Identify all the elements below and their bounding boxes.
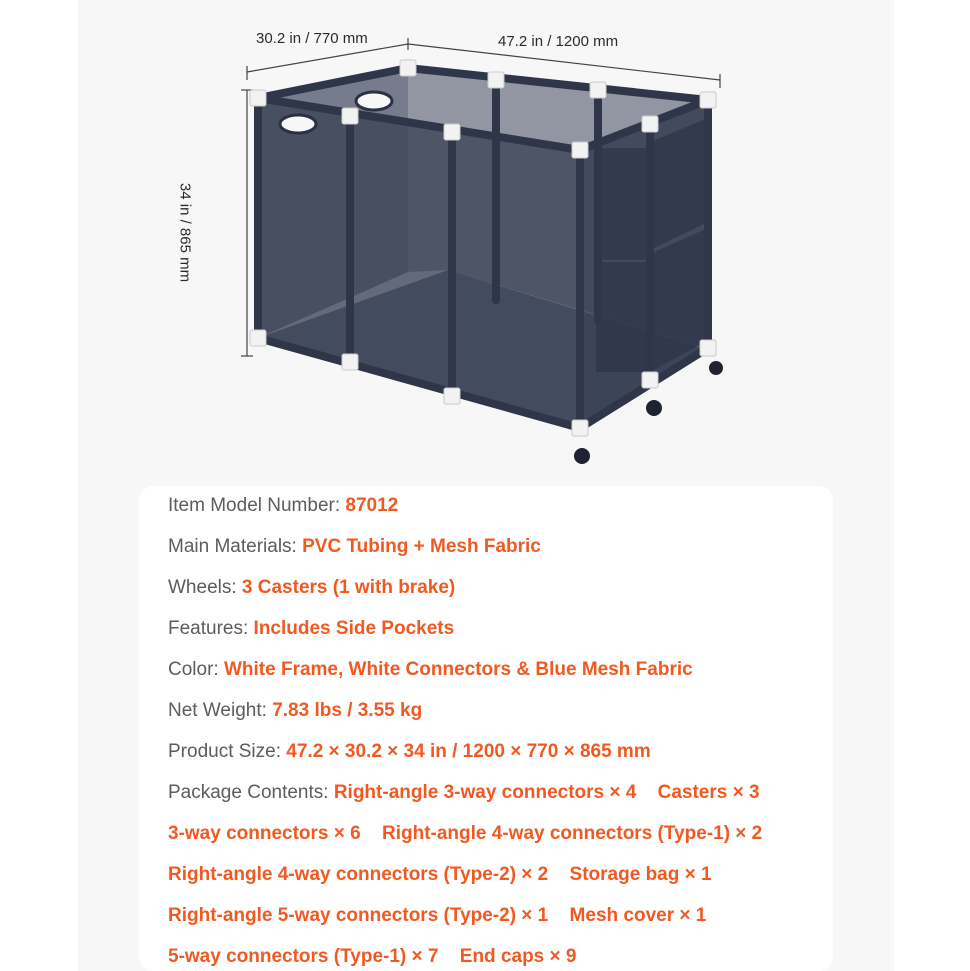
pool-storage-bin-illustration bbox=[0, 0, 970, 480]
package-item: 5-way connectors (Type-1) × 7 bbox=[168, 946, 439, 967]
spec-value: 47.2 × 30.2 × 34 in / 1200 × 770 × 865 mm bbox=[286, 741, 651, 762]
width-dimension-label: 30.2 in / 770 mm bbox=[256, 30, 368, 47]
package-item: Right-angle 3-way connectors × 4 bbox=[333, 782, 637, 803]
spec-package bbox=[168, 781, 760, 805]
package-item: Storage bag × 1 bbox=[569, 864, 712, 885]
spec-label: Net Weight: bbox=[168, 700, 267, 721]
package-row bbox=[168, 822, 762, 846]
spec-value: 87012 bbox=[345, 495, 399, 516]
package-item: End caps × 9 bbox=[459, 946, 577, 967]
spec-value: 3 Casters (1 with brake) bbox=[241, 577, 456, 598]
spec-value: Includes Side Pockets bbox=[253, 618, 455, 639]
spec-value: 7.83 lbs / 3.55 kg bbox=[272, 700, 423, 721]
package-item: Casters × 3 bbox=[657, 782, 760, 803]
spec-label: Item Model Number: bbox=[168, 495, 341, 516]
spec-label: Product Size: bbox=[168, 741, 281, 762]
spec-label: Package Contents: bbox=[168, 782, 329, 803]
package-row bbox=[168, 904, 706, 928]
spec-features bbox=[168, 617, 454, 641]
front-mesh bbox=[258, 98, 580, 428]
package-item: Right-angle 4-way connectors (Type-2) × 2 bbox=[168, 864, 549, 885]
spec-label: Main Materials: bbox=[168, 536, 297, 557]
package-item: 3-way connectors × 6 bbox=[168, 823, 361, 844]
spec-label: Features: bbox=[168, 618, 249, 639]
spec-model bbox=[168, 494, 398, 518]
spec-value: PVC Tubing + Mesh Fabric bbox=[302, 536, 541, 557]
product-figure bbox=[0, 0, 970, 480]
package-item: Right-angle 4-way connectors (Type-1) × 2 bbox=[382, 823, 763, 844]
package-item: Right-angle 5-way connectors (Type-2) × 1 bbox=[168, 905, 549, 926]
handle-hole bbox=[356, 92, 392, 110]
spec-size bbox=[168, 740, 651, 764]
length-dimension-label: 47.2 in / 1200 mm bbox=[498, 33, 619, 50]
package-row bbox=[168, 945, 576, 969]
height-dimension-label: 34 in / 865 mm bbox=[176, 182, 194, 283]
spec-label: Color: bbox=[168, 659, 219, 680]
spec-color bbox=[168, 658, 693, 682]
spec-materials bbox=[168, 535, 541, 559]
spec-weight bbox=[168, 699, 422, 723]
side-pocket bbox=[596, 148, 648, 260]
handle-hole bbox=[280, 115, 316, 133]
spec-label: Wheels: bbox=[168, 577, 237, 598]
package-row bbox=[168, 863, 712, 887]
spec-value: White Frame, White Connectors & Blue Mesh Fabric bbox=[223, 659, 693, 680]
spec-wheels bbox=[168, 576, 455, 600]
package-item: Mesh cover × 1 bbox=[569, 905, 707, 926]
side-pocket bbox=[596, 262, 648, 372]
